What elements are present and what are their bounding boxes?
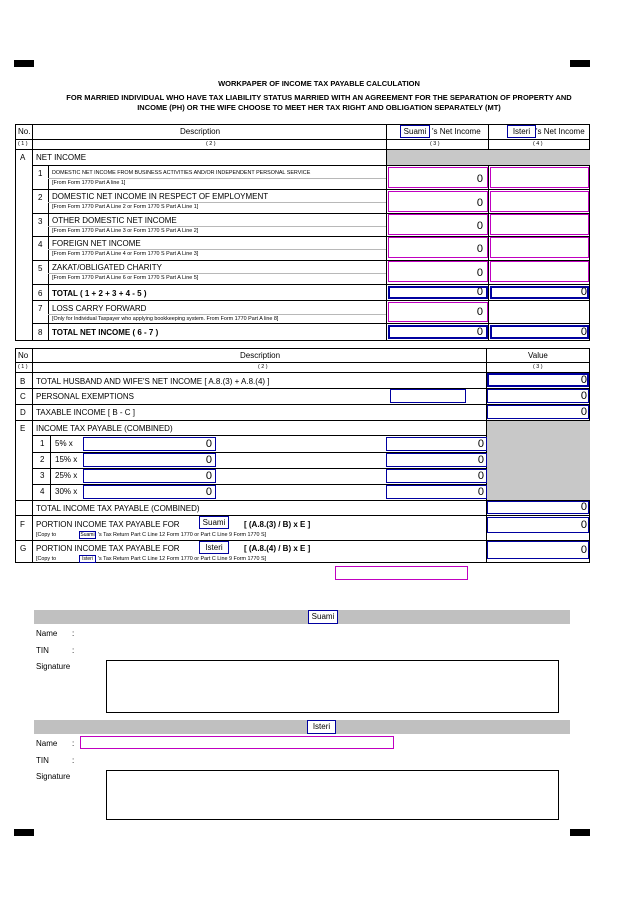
row-d-label: TAXABLE INCOME [ B - C ] [36, 408, 135, 417]
row-4-wife-input[interactable] [490, 237, 589, 258]
row-e-label: INCOME TAX PAYABLE (COMBINED) [36, 424, 173, 433]
row-8-wife-value: 0 [580, 326, 587, 338]
row-6-husband-value: 0 [476, 286, 483, 298]
row-b-value: 0 [580, 374, 587, 386]
wife-signature-box[interactable] [106, 770, 559, 820]
row-f-letter: F [20, 520, 25, 529]
row-3-no: 3 [38, 217, 43, 226]
row-1-husband-value: 0 [476, 173, 483, 185]
row-3-husband-value: 0 [476, 220, 483, 232]
corner-mark-bottom-right [570, 829, 590, 836]
bracket-1-rate: 5% x [55, 439, 73, 448]
bracket-3-no: 3 [40, 471, 45, 480]
row-1-no: 1 [38, 169, 43, 178]
husband-signature-label: Signature [36, 662, 71, 671]
row-g-label: PORTION INCOME TAX PAYABLE FOR [36, 544, 180, 553]
row-7-sub: [Only for Individual Taxpayer who applying bookkeeping system. From Form 1770 Part A line 8] [52, 316, 279, 322]
bracket-4-tax-value: 0 [477, 486, 484, 498]
row-f-copy-rest: 's Tax Return Part C Line 12 Form 1770 or Part C Line 9 Form 1770 S] [98, 532, 267, 538]
row-2-wife-input[interactable] [490, 191, 589, 212]
row-g-copy: [Copy to [36, 556, 57, 562]
row-f-formula: [ (A.8.(3) / B) x E ] [244, 520, 311, 529]
husband-income-header: 's Net Income [432, 127, 481, 136]
row-6-no: 6 [38, 289, 43, 298]
bracket-2-no: 2 [40, 455, 45, 464]
total-tax-value: 0 [580, 501, 587, 513]
section-a-label: NET INCOME [36, 153, 87, 162]
row-2-husband-value: 0 [476, 197, 483, 209]
personal-exemptions-input[interactable] [390, 389, 466, 403]
bracket-1-base-value: 0 [205, 438, 212, 450]
row-b-letter: B [20, 377, 26, 386]
total-tax-label: TOTAL INCOME TAX PAYABLE (COMBINED) [36, 504, 200, 513]
row-b-label: TOTAL HUSBAND AND WIFE'S NET INCOME [ A.8.(3) + A.8.(4) ] [36, 377, 270, 386]
row-2-sub: [From Form 1770 Part A Line 2 or Form 1770 S Part A Line 1] [52, 204, 199, 210]
row-2-label: DOMESTIC NET INCOME IN RESPECT OF EMPLOYMENT [52, 192, 269, 201]
row-7-husband-value: 0 [476, 306, 483, 318]
wife-signature-header-bar [34, 720, 570, 734]
bracket-2-base-value: 0 [205, 454, 212, 466]
row-7-label: LOSS CARRY FORWARD [52, 304, 147, 313]
row-5-label: ZAKAT/OBLIGATED CHARITY [52, 263, 162, 272]
row-3-wife-input[interactable] [490, 214, 589, 235]
col-header-description: Description [180, 127, 221, 136]
bracket-3-tax-value: 0 [477, 470, 484, 482]
row-3-sub: [From Form 1770 Part A Line 3 or Form 1770 S Part A Line 2] [52, 228, 199, 234]
row-c-label: PERSONAL EXEMPTIONS [36, 392, 134, 401]
corner-mark-bottom-left [14, 829, 34, 836]
row-c-value: 0 [580, 390, 587, 402]
col-index-1: ( 1 ) [18, 141, 28, 147]
t2-col-header-description: Description [240, 351, 281, 360]
row-d-value: 0 [580, 406, 587, 418]
col-index-4: ( 4 ) [533, 141, 543, 147]
row-6-label: TOTAL ( 1 + 2 + 3 + 4 - 5 ) [52, 289, 147, 298]
t2-col-header-no: No [18, 351, 29, 360]
row-f-tag: Suami [199, 516, 229, 529]
row-d-letter: D [20, 408, 26, 417]
wife-tin-colon: : [72, 756, 75, 765]
wife-signature-header: Isteri [307, 720, 336, 734]
row-2-no: 2 [38, 193, 43, 202]
husband-tin-colon: : [72, 646, 75, 655]
col-index-3: ( 3 ) [430, 141, 440, 147]
t2-col-header-value: Value [528, 351, 548, 360]
row-4-sub: [From Form 1770 Part A Line 4 or Form 1770 S Part A Line 3] [52, 251, 199, 257]
husband-signature-header-bar [34, 610, 570, 624]
row-4-no: 4 [38, 240, 43, 249]
page-title: WORKPAPER OF INCOME TAX PAYABLE CALCULATION [218, 79, 420, 88]
row-8-husband-value: 0 [476, 326, 483, 338]
row-f-copy-tag: Suami [80, 532, 95, 538]
bracket-1-no: 1 [40, 439, 45, 448]
wife-income-header: 's Net Income [536, 127, 585, 136]
bracket-4-rate: 30% x [55, 487, 78, 496]
bracket-3-base-value: 0 [205, 470, 212, 482]
col-index-2: ( 2 ) [206, 141, 216, 147]
row-f-value: 0 [580, 519, 587, 531]
row-e-shaded [487, 421, 590, 500]
wife-tin-label: TIN [36, 756, 49, 765]
husband-name-label: Name [36, 629, 58, 638]
row-f-label: PORTION INCOME TAX PAYABLE FOR [36, 520, 180, 529]
row-3-label: OTHER DOMESTIC NET INCOME [52, 216, 177, 225]
row-8-label: TOTAL NET INCOME ( 6 - 7 ) [52, 328, 159, 337]
t2-col-index-2: ( 2 ) [258, 364, 268, 370]
wife-name-tag: Isteri [507, 125, 536, 138]
extra-input-field[interactable] [335, 566, 468, 580]
row-g-tag: Isteri [199, 541, 229, 554]
row-1-sub: [From Form 1770 Part A line 1] [52, 180, 126, 186]
row-1-wife-input[interactable] [490, 167, 589, 188]
bracket-4-base-value: 0 [205, 486, 212, 498]
row-7-no: 7 [38, 304, 43, 313]
t2-col-index-1: ( 1 ) [18, 364, 28, 370]
row-g-copy-rest: 's Tax Return Part C Line 12 Form 1770 or Part C Line 9 Form 1770 S] [98, 556, 267, 562]
row-c-letter: C [20, 392, 26, 401]
husband-name-tag: Suami [400, 125, 430, 138]
wife-name-input[interactable] [80, 736, 394, 749]
husband-tin-label: TIN [36, 646, 49, 655]
row-g-value: 0 [580, 544, 587, 556]
wife-name-colon: : [72, 739, 75, 748]
row-g-letter: G [20, 544, 27, 553]
row-g-copy-tag: Isteri [79, 555, 96, 563]
corner-mark-top-left [14, 60, 34, 67]
bracket-2-tax-value: 0 [477, 454, 484, 466]
row-e-letter: E [20, 424, 26, 433]
row-5-no: 5 [38, 264, 43, 273]
wife-name-label: Name [36, 739, 58, 748]
husband-signature-header: Suami [308, 610, 338, 624]
col-header-no: No. [18, 127, 31, 136]
row-6-wife-value: 0 [580, 286, 587, 298]
wife-signature-label: Signature [36, 772, 71, 781]
row-5-husband-value: 0 [476, 267, 483, 279]
bracket-2-rate: 15% x [55, 455, 78, 464]
page-subtitle-line-2: INCOME (PH) OR THE WIFE CHOOSE TO MEET HER TAX RIGHT AND OBLIGATION SEPARATELY (MT) [137, 103, 501, 112]
t2-col-index-3: ( 3 ) [533, 364, 543, 370]
row-g-formula: [ (A.8.(4) / B) x E ] [244, 544, 311, 553]
row-5-wife-input[interactable] [490, 261, 589, 282]
husband-name-colon: : [72, 629, 75, 638]
row-4-husband-value: 0 [476, 243, 483, 255]
row-4-label: FOREIGN NET INCOME [52, 239, 141, 248]
row-f-copy: [Copy to [36, 532, 57, 538]
row-5-sub: [From Form 1770 Part A Line 6 or Form 1770 S Part A Line 5] [52, 275, 199, 281]
row-1-label: DOMESTIC NET INCOME FROM BUSINESS ACTIVITIES AND/OR INDEPENDENT PERSONAL SERVICE [52, 170, 311, 176]
section-a-letter: A [20, 153, 26, 162]
bracket-4-no: 4 [40, 487, 45, 496]
corner-mark-top-right [570, 60, 590, 67]
row-8-no: 8 [38, 328, 43, 337]
bracket-1-tax-value: 0 [477, 438, 484, 450]
page-subtitle-line-1: FOR MARRIED INDIVIDUAL WHO HAVE TAX LIABILITY STATUS MARRIED WITH AN AGREEMENT FOR THE SEPARATION OF PROPERTY AND [66, 93, 572, 102]
husband-signature-box[interactable] [106, 660, 559, 713]
bracket-3-rate: 25% x [55, 471, 78, 480]
section-a-shaded [387, 150, 590, 165]
